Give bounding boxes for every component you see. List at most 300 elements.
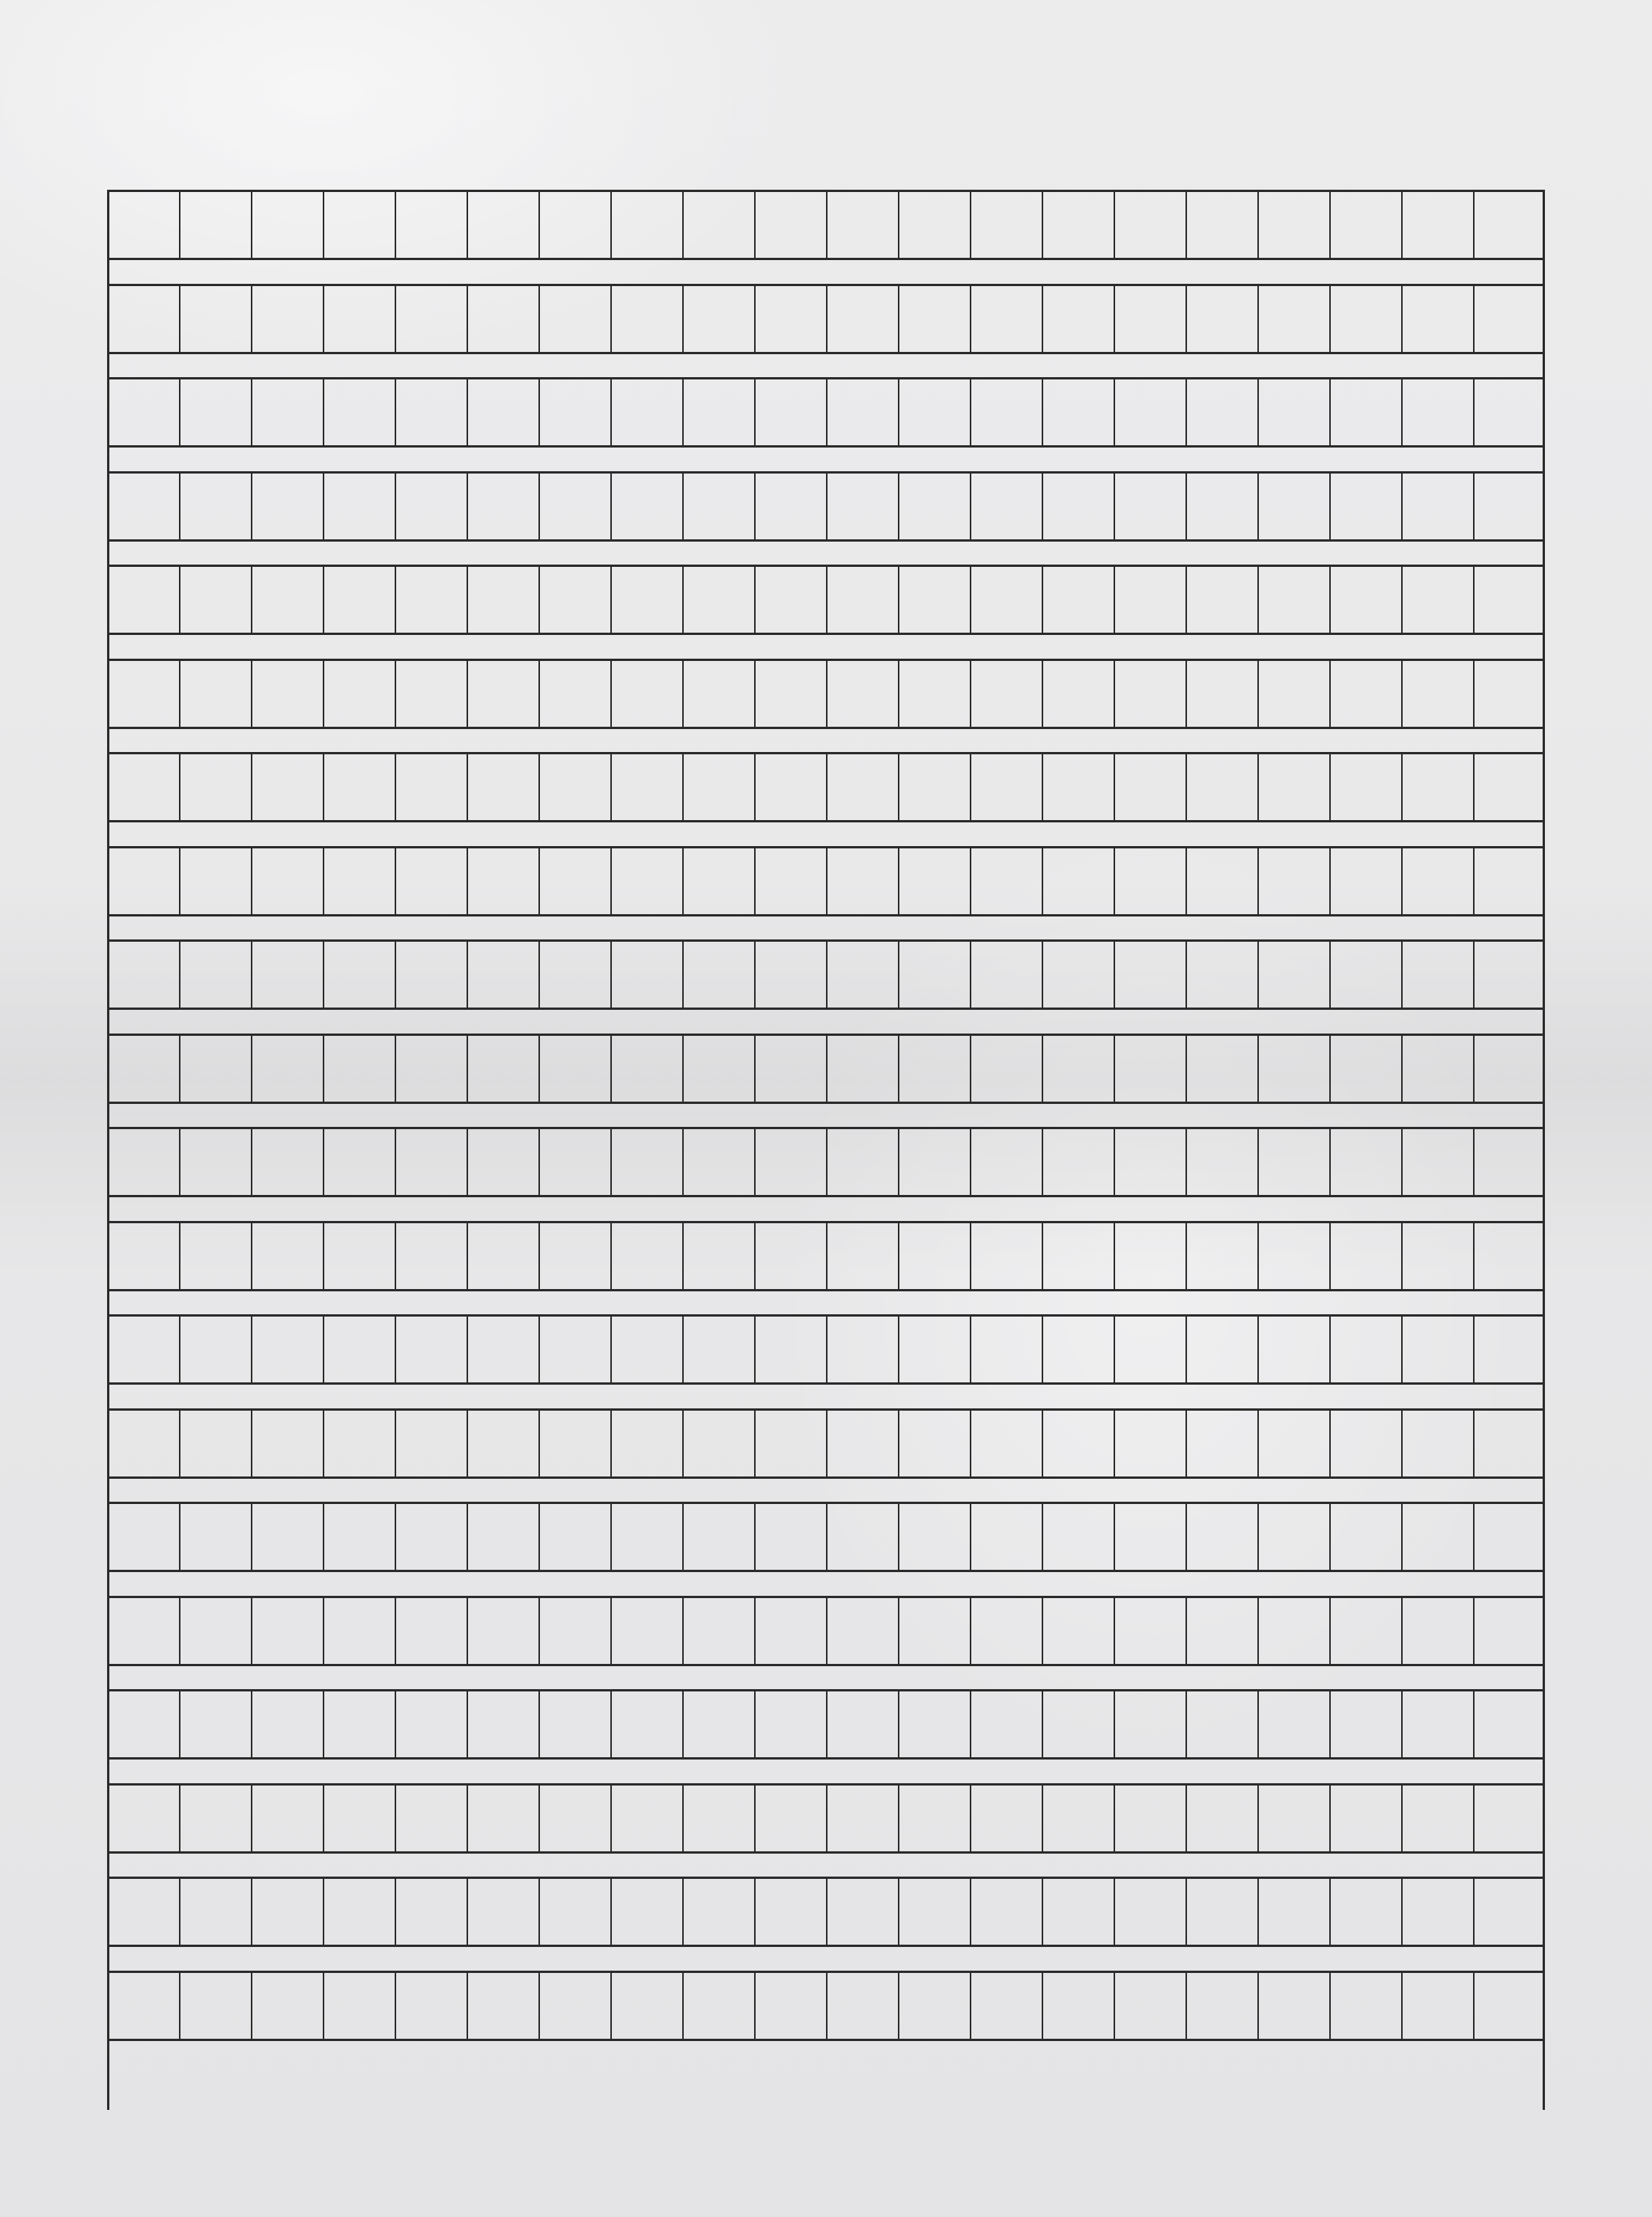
grid-cell <box>1473 1317 1545 1382</box>
grid-cell <box>1114 192 1185 258</box>
grid-cell <box>1257 1129 1329 1195</box>
grid-cell <box>610 474 682 539</box>
grid-cell <box>107 1786 179 1851</box>
grid-cell <box>754 1598 826 1664</box>
grid-cell <box>251 1598 323 1664</box>
grid-cell <box>1185 661 1257 727</box>
grid-cell <box>179 1786 251 1851</box>
grid-cell <box>1042 1504 1114 1570</box>
grid-cell <box>826 1129 898 1195</box>
grid-cell <box>610 1973 682 2039</box>
grid-cell <box>970 1786 1042 1851</box>
grid-cell <box>826 1036 898 1102</box>
grid-cell <box>323 567 395 633</box>
grid-cell <box>1473 1598 1545 1664</box>
grid-cell <box>1042 754 1114 820</box>
grid-cell <box>107 754 179 820</box>
grid-cell <box>395 754 467 820</box>
grid-line <box>107 846 1545 916</box>
grid-cell <box>682 1223 754 1289</box>
grid-cell <box>179 567 251 633</box>
grid-cell <box>1257 474 1329 539</box>
grid-cell <box>395 942 467 1008</box>
grid-cell <box>1329 1973 1401 2039</box>
grid-cell <box>107 286 179 352</box>
grid-cell <box>898 1786 970 1851</box>
grid-cell <box>1185 474 1257 539</box>
grid-cell <box>682 1036 754 1102</box>
grid-cell <box>970 567 1042 633</box>
grid-cell <box>538 192 610 258</box>
grid-cell <box>1329 1036 1401 1102</box>
grid-cell <box>251 661 323 727</box>
grid-cell <box>107 1223 179 1289</box>
grid-cell <box>1185 754 1257 820</box>
grid-cell <box>323 379 395 445</box>
grid-cell <box>323 942 395 1008</box>
grid-cell <box>1042 1223 1114 1289</box>
grid-line <box>107 565 1545 635</box>
grid-cell <box>323 1411 395 1476</box>
grid-cell <box>1257 567 1329 633</box>
grid-cell <box>323 192 395 258</box>
grid-cell <box>467 754 538 820</box>
grid-cell <box>107 379 179 445</box>
grid-cell <box>107 1411 179 1476</box>
grid-cell <box>898 1129 970 1195</box>
grid-cell <box>467 848 538 914</box>
grid-cell <box>107 661 179 727</box>
grid-cell <box>1401 1786 1473 1851</box>
grid-cell <box>754 379 826 445</box>
grid-cell <box>467 192 538 258</box>
grid-cell <box>323 754 395 820</box>
grid-line <box>107 1127 1545 1197</box>
grid-line <box>107 1783 1545 1854</box>
grid-cell <box>898 754 970 820</box>
grid-cell <box>179 474 251 539</box>
grid-cell <box>1473 1973 1545 2039</box>
grid-cell <box>538 1879 610 1945</box>
grid-cell <box>1042 474 1114 539</box>
grid-cell <box>1473 1879 1545 1945</box>
grid-line <box>107 1596 1545 1666</box>
grid-cell <box>251 286 323 352</box>
grid-cell <box>107 1504 179 1570</box>
grid-cell <box>1329 754 1401 820</box>
grid-cell <box>1473 754 1545 820</box>
grid-cell <box>1473 942 1545 1008</box>
grid-cell <box>826 661 898 727</box>
grid-cell <box>395 286 467 352</box>
grid-cell <box>610 567 682 633</box>
grid-line <box>107 284 1545 354</box>
grid-cell <box>1329 1504 1401 1570</box>
grid-cell <box>107 1879 179 1945</box>
grid-cell <box>323 1504 395 1570</box>
grid-cell <box>754 1036 826 1102</box>
grid-cell <box>1329 661 1401 727</box>
grid-cell <box>1114 1036 1185 1102</box>
grid-cell <box>1257 286 1329 352</box>
grid-cell <box>1473 567 1545 633</box>
grid-cell <box>179 1411 251 1476</box>
grid-cell <box>898 1973 970 2039</box>
grid-cell <box>107 942 179 1008</box>
grid-line <box>107 1314 1545 1385</box>
grid-cell <box>970 1879 1042 1945</box>
grid-cell <box>1042 1691 1114 1757</box>
grid-cell <box>826 286 898 352</box>
grid-cell <box>1401 1317 1473 1382</box>
grid-cell <box>970 286 1042 352</box>
grid-cell <box>107 1036 179 1102</box>
grid-cell <box>610 1317 682 1382</box>
grid-cell <box>179 661 251 727</box>
grid-cell <box>826 1504 898 1570</box>
grid-cell <box>754 1129 826 1195</box>
grid-cell <box>395 1036 467 1102</box>
grid-cell <box>107 1691 179 1757</box>
grid-cell <box>898 1223 970 1289</box>
grid-cell <box>826 942 898 1008</box>
grid-cell <box>538 1973 610 2039</box>
grid-cell <box>251 1223 323 1289</box>
grid-cell <box>1114 474 1185 539</box>
grid-cell <box>826 1598 898 1664</box>
grid-cell <box>1185 1317 1257 1382</box>
grid-cell <box>395 1879 467 1945</box>
grid-cell <box>467 1598 538 1664</box>
grid-cell <box>395 661 467 727</box>
grid-cell <box>970 1973 1042 2039</box>
grid-cell <box>179 1129 251 1195</box>
grid-cell <box>754 567 826 633</box>
grid-cell <box>1042 1036 1114 1102</box>
grid-cell <box>898 286 970 352</box>
grid-cell <box>1257 1691 1329 1757</box>
grid-cell <box>467 1786 538 1851</box>
grid-cell <box>1114 379 1185 445</box>
grid-cell <box>754 1504 826 1570</box>
grid-cell <box>970 1504 1042 1570</box>
grid-cell <box>754 661 826 727</box>
grid-cell <box>1257 1036 1329 1102</box>
grid-cell <box>1401 1598 1473 1664</box>
grid-cell <box>826 474 898 539</box>
grid-line <box>107 1221 1545 1291</box>
grid-cell <box>395 379 467 445</box>
grid-cell <box>1401 1036 1473 1102</box>
grid-cell <box>1473 1223 1545 1289</box>
grid-cell <box>1114 1223 1185 1289</box>
grid-cell <box>970 1598 1042 1664</box>
grid-cell <box>1329 379 1401 445</box>
grid-cell <box>970 754 1042 820</box>
grid-cell <box>1401 286 1473 352</box>
grid-cell <box>1473 1129 1545 1195</box>
grid-line <box>107 1034 1545 1104</box>
grid-cell <box>179 1036 251 1102</box>
grid-cell <box>179 1598 251 1664</box>
grid-cell <box>610 1598 682 1664</box>
grid-cell <box>538 1411 610 1476</box>
grid-cell <box>179 942 251 1008</box>
grid-cell <box>467 1317 538 1382</box>
grid-cell <box>538 942 610 1008</box>
grid-cell <box>538 848 610 914</box>
grid-cell <box>395 1411 467 1476</box>
grid-cell <box>754 286 826 352</box>
grid-cell <box>610 754 682 820</box>
grid-cell <box>970 942 1042 1008</box>
grid-cell <box>323 1973 395 2039</box>
grid-cell <box>1401 848 1473 914</box>
grid-cell <box>1114 848 1185 914</box>
grid-cell <box>970 1411 1042 1476</box>
grid-cell <box>1473 1786 1545 1851</box>
grid-cell <box>1329 286 1401 352</box>
grid-cell <box>251 567 323 633</box>
grid-cell <box>1473 1411 1545 1476</box>
grid-cell <box>1257 192 1329 258</box>
grid-cell <box>251 1879 323 1945</box>
grid-cell <box>898 1691 970 1757</box>
grid-cell <box>754 1973 826 2039</box>
grid-cell <box>898 379 970 445</box>
grid-cell <box>251 1411 323 1476</box>
grid-cell <box>826 1317 898 1382</box>
grid-cell <box>826 1786 898 1851</box>
grid-cell <box>1042 567 1114 633</box>
grid-cell <box>251 1504 323 1570</box>
grid-cell <box>610 942 682 1008</box>
grid-cell <box>1329 474 1401 539</box>
grid-cell <box>179 1879 251 1945</box>
grid-cell <box>682 286 754 352</box>
grid-cell <box>898 661 970 727</box>
grid-line <box>107 1689 1545 1760</box>
grid-cell <box>754 1411 826 1476</box>
grid-cell <box>1114 942 1185 1008</box>
grid-cell <box>179 848 251 914</box>
grid-cell <box>1257 379 1329 445</box>
grid-cell <box>610 286 682 352</box>
grid-cell <box>107 1973 179 2039</box>
grid-cell <box>898 1504 970 1570</box>
grid-cell <box>1257 1317 1329 1382</box>
grid-cell <box>1401 1411 1473 1476</box>
grid-cell <box>395 1504 467 1570</box>
grid-cell <box>467 1973 538 2039</box>
grid-cell <box>1329 1223 1401 1289</box>
grid-cell <box>1114 1786 1185 1851</box>
grid-cell <box>1257 1786 1329 1851</box>
grid-cell <box>682 661 754 727</box>
grid-cell <box>1329 1879 1401 1945</box>
grid-cell <box>610 1786 682 1851</box>
grid-cell <box>107 192 179 258</box>
grid-cell <box>467 1879 538 1945</box>
grid-cell <box>1401 1504 1473 1570</box>
grid-cell <box>323 1036 395 1102</box>
grid-cell <box>323 1129 395 1195</box>
grid-cell <box>1401 942 1473 1008</box>
grid-cell <box>538 474 610 539</box>
grid-cell <box>395 1598 467 1664</box>
grid-cell <box>395 1973 467 2039</box>
grid-cell <box>682 567 754 633</box>
grid-cell <box>395 848 467 914</box>
grid-cell <box>682 192 754 258</box>
grid-cell <box>1329 1786 1401 1851</box>
grid-cell <box>1042 379 1114 445</box>
grid-cell <box>970 1036 1042 1102</box>
grid-cell <box>826 1879 898 1945</box>
grid-cell <box>323 286 395 352</box>
grid-cell <box>898 1598 970 1664</box>
grid-cell <box>1329 1317 1401 1382</box>
grid-cell <box>610 1036 682 1102</box>
grid-cell <box>1329 1691 1401 1757</box>
grid-cell <box>467 567 538 633</box>
grid-cell <box>1401 379 1473 445</box>
grid-cell <box>826 1223 898 1289</box>
grid-cell <box>323 1598 395 1664</box>
grid-cell <box>1257 661 1329 727</box>
grid-cell <box>898 567 970 633</box>
grid-cell <box>179 1223 251 1289</box>
grid-line <box>107 377 1545 448</box>
grid-cell <box>682 1598 754 1664</box>
grid-cell <box>538 661 610 727</box>
grid-line <box>107 471 1545 542</box>
grid-cell <box>395 1786 467 1851</box>
grid-cell <box>826 848 898 914</box>
grid-cell <box>251 1129 323 1195</box>
grid-cell <box>251 192 323 258</box>
grid-cell <box>467 286 538 352</box>
grid-cell <box>1401 192 1473 258</box>
grid-cell <box>1114 1411 1185 1476</box>
grid-cell <box>826 1691 898 1757</box>
grid-cell <box>538 1786 610 1851</box>
grid-cell <box>395 567 467 633</box>
grid-cell <box>179 754 251 820</box>
grid-cell <box>682 942 754 1008</box>
grid-cell <box>323 848 395 914</box>
grid-cell <box>538 754 610 820</box>
grid-cell <box>970 1223 1042 1289</box>
grid-cell <box>467 1504 538 1570</box>
grid-cell <box>107 474 179 539</box>
grid-cell <box>467 1129 538 1195</box>
grid-cell <box>1185 567 1257 633</box>
grid-cell <box>754 942 826 1008</box>
grid-cell <box>682 1129 754 1195</box>
grid-cell <box>754 1879 826 1945</box>
grid-cell <box>1042 192 1114 258</box>
grid-cell <box>179 379 251 445</box>
grid-cell <box>179 1504 251 1570</box>
grid-cell <box>538 1129 610 1195</box>
grid-cell <box>1257 848 1329 914</box>
grid-cell <box>323 1223 395 1289</box>
grid-cell <box>1042 1786 1114 1851</box>
grid-cell <box>898 1411 970 1476</box>
essay-grid-paper <box>107 190 1545 2110</box>
grid-cell <box>1257 1598 1329 1664</box>
grid-cell <box>682 474 754 539</box>
grid-cell <box>1473 192 1545 258</box>
grid-cell <box>1042 942 1114 1008</box>
grid-cell <box>1473 474 1545 539</box>
grid-cell <box>1329 192 1401 258</box>
grid-cell <box>467 1411 538 1476</box>
grid-cell <box>179 1317 251 1382</box>
grid-cell <box>1401 474 1473 539</box>
grid-cell <box>251 379 323 445</box>
grid-cell <box>323 661 395 727</box>
grid-cell <box>898 942 970 1008</box>
grid-cell <box>1185 379 1257 445</box>
grid-cell <box>179 192 251 258</box>
grid-cell <box>1329 1129 1401 1195</box>
grid-cell <box>1042 661 1114 727</box>
grid-cell <box>898 1879 970 1945</box>
grid-side-rule <box>1543 190 1545 2110</box>
grid-cell <box>1401 1973 1473 2039</box>
grid-cell <box>682 1786 754 1851</box>
grid-cell <box>107 1129 179 1195</box>
grid-cell <box>1401 1223 1473 1289</box>
grid-cell <box>1042 1879 1114 1945</box>
grid-cell <box>538 567 610 633</box>
grid-cell <box>395 1317 467 1382</box>
grid-cell <box>610 1411 682 1476</box>
grid-cell <box>1114 1129 1185 1195</box>
grid-cell <box>1042 1411 1114 1476</box>
grid-cell <box>1257 1879 1329 1945</box>
grid-cell <box>970 1691 1042 1757</box>
grid-cell <box>395 1223 467 1289</box>
grid-cell <box>1185 1879 1257 1945</box>
grid-cell <box>682 1973 754 2039</box>
grid-cell <box>1185 1411 1257 1476</box>
grid-cell <box>1185 1786 1257 1851</box>
grid-cell <box>682 1504 754 1570</box>
grid-cell <box>682 1691 754 1757</box>
grid-cell <box>1401 567 1473 633</box>
grid-cell <box>395 1691 467 1757</box>
grid-cell <box>610 661 682 727</box>
grid-cell <box>538 1036 610 1102</box>
grid-cell <box>754 192 826 258</box>
grid-cell <box>323 1691 395 1757</box>
grid-cell <box>1185 192 1257 258</box>
grid-cell <box>610 1504 682 1570</box>
grid-cell <box>395 1129 467 1195</box>
grid-cell <box>826 1973 898 2039</box>
grid-cell <box>251 942 323 1008</box>
grid-line <box>107 1971 1545 2041</box>
grid-cell <box>682 1317 754 1382</box>
grid-cell <box>251 1317 323 1382</box>
grid-cell <box>1401 661 1473 727</box>
grid-cell <box>970 379 1042 445</box>
grid-cell <box>251 754 323 820</box>
grid-line <box>107 659 1545 729</box>
